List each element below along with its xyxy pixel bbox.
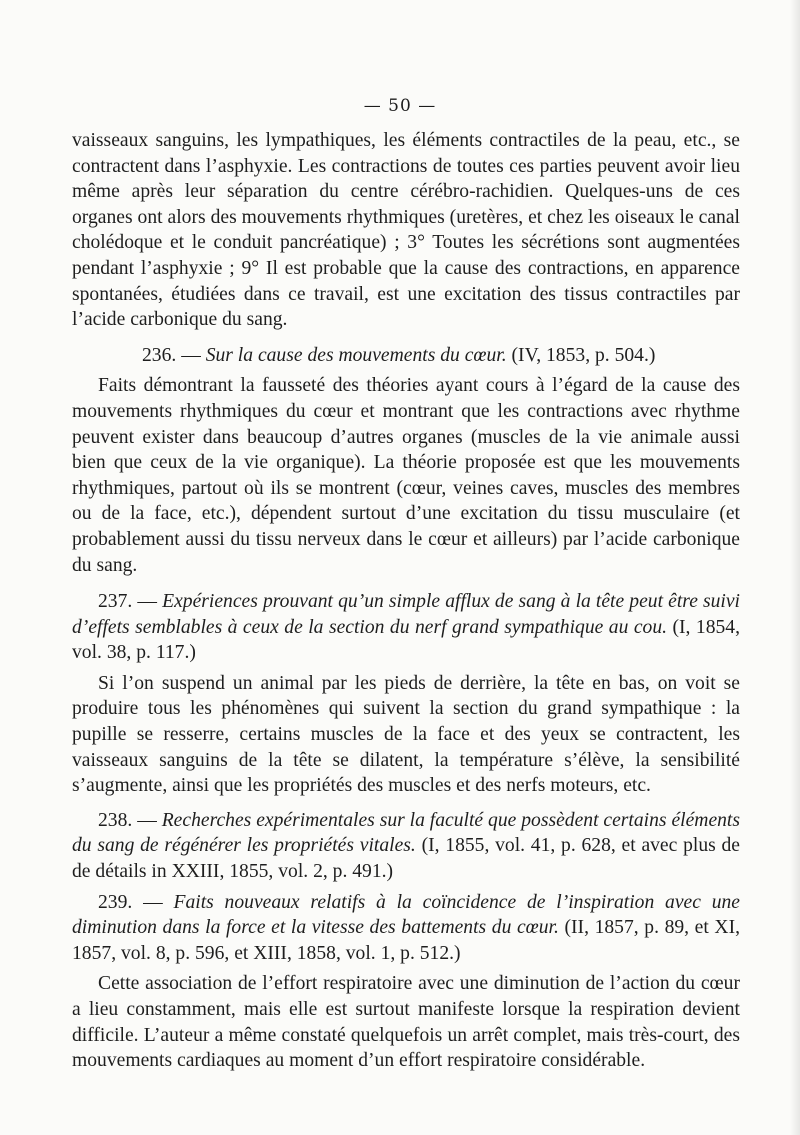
entry-239-number: 239. — — [98, 891, 163, 913]
entry-237-reference: (I, 1854, vol. 38, p. 117.) — [72, 616, 740, 664]
entry-239-heading — [72, 890, 740, 967]
entry-239-reference: (II, 1857, p. 89, et XI, 1857, vol. 8, p. 596, et XIII, 1858, vol. 1, p. 512.) — [72, 917, 740, 964]
entry-238-title: Recherches expérimentales sur la faculté que possèdent certains éléments du sang de régénérer les propriétés vitales. — [72, 809, 741, 857]
entry-237-body: Si l’on suspend un animal par les pieds de derrière, la tête en bas, on voit se produire tous les phénomènes qui suivent la section du grand sympathique : la pupille se resserre, certains muscles de la face et des yeux se contractent, les vaisseaux sanguins de la tête se dilatent, la température s’élève, la sensibilité s’augmente, ainsi que les propriétés des muscles et des nerfs moteurs, etc. — [72, 672, 740, 797]
entry-238-reference: (I, 1855, vol. 41, p. 628, et avec plus de de détails in XXIII, 1855, vol. 2, p. 491.) — [72, 835, 740, 883]
entry-236-reference: (IV, 1853, p. 504.) — [511, 344, 656, 366]
intro-paragraph: vaisseaux sanguins, les lympathiques, les éléments contractiles de la peau, etc., se contractent dans l’asphyxie. Les contractions de toutes ces parties peuvent avoir lieu même après leur séparation du centre cérébro-rachidien. Quelques-uns de ces organes ont alors des mouvements rhythmiques (uretères, et chez les oiseaux le canal cholédoque et le conduit pancréatique) ; 3° Toutes les sécrétions sont augmentées pendant l’asphyxie ; 9° Il est probable que la cause des contractions, en apparence spontanées, étudiées dans ce travail, est une excitation des tissus contractiles par l’acide carbonique du sang. — [72, 130, 740, 331]
entry-237-number: 237. — — [98, 591, 157, 613]
entry-239-title: Faits nouveaux relatifs à la coïncidence de l’inspiration avec une diminution dans la force et la vitesse des battements du cœur. — [72, 891, 741, 939]
entry-236-heading — [72, 343, 740, 369]
entry-238-number: 238. — — [98, 809, 157, 831]
entry-239-body: Cette association de l’effort respiratoire avec une diminution de l’action du cœur a lieu constamment, mais elle est surtout manifeste lorsque la respiration devient difficile. L’auteur a même constaté quelquefois un arrêt complet, mais très-court, des mouvements cardiaques au moment d’un effort respiratoire considérable. — [72, 973, 740, 1072]
entry-236-body: Faits démontrant la fausseté des théories ayant cours à l’égard de la cause des mouvements rhythmiques du cœur et montrant que les contractions avec rhythme peuvent exister dans beaucoup d’autres organes (muscles de la vie animale aussi bien que ceux de la vie organique). La théorie proposée est que les mouvements rhythmiques, partout où ils se montrent (cœur, veines caves, muscles des membres ou de la face, etc.), dépendent surtout d’une excitation du tissu musculaire (et probablement aussi du tissu nerveux dans le cœur et ailleurs) par l’acide carbonique du sang. — [72, 375, 740, 576]
entry-236-title: Sur la cause des mouvements du cœur. — [205, 344, 507, 366]
entry-238-heading — [72, 808, 740, 885]
page-body — [72, 128, 740, 1074]
entry-237-title: Expériences prouvant qu’un simple afflux de sang à la tête peut être suivi d’effets semblables à ceux de la section du nerf grand sympathique au cou. — [72, 591, 741, 638]
entry-236-number: 236. — — [142, 344, 201, 366]
page-number: — 50 — — [363, 96, 437, 116]
entry-237-heading — [72, 589, 740, 666]
page-edge-shadow — [790, 0, 800, 1135]
